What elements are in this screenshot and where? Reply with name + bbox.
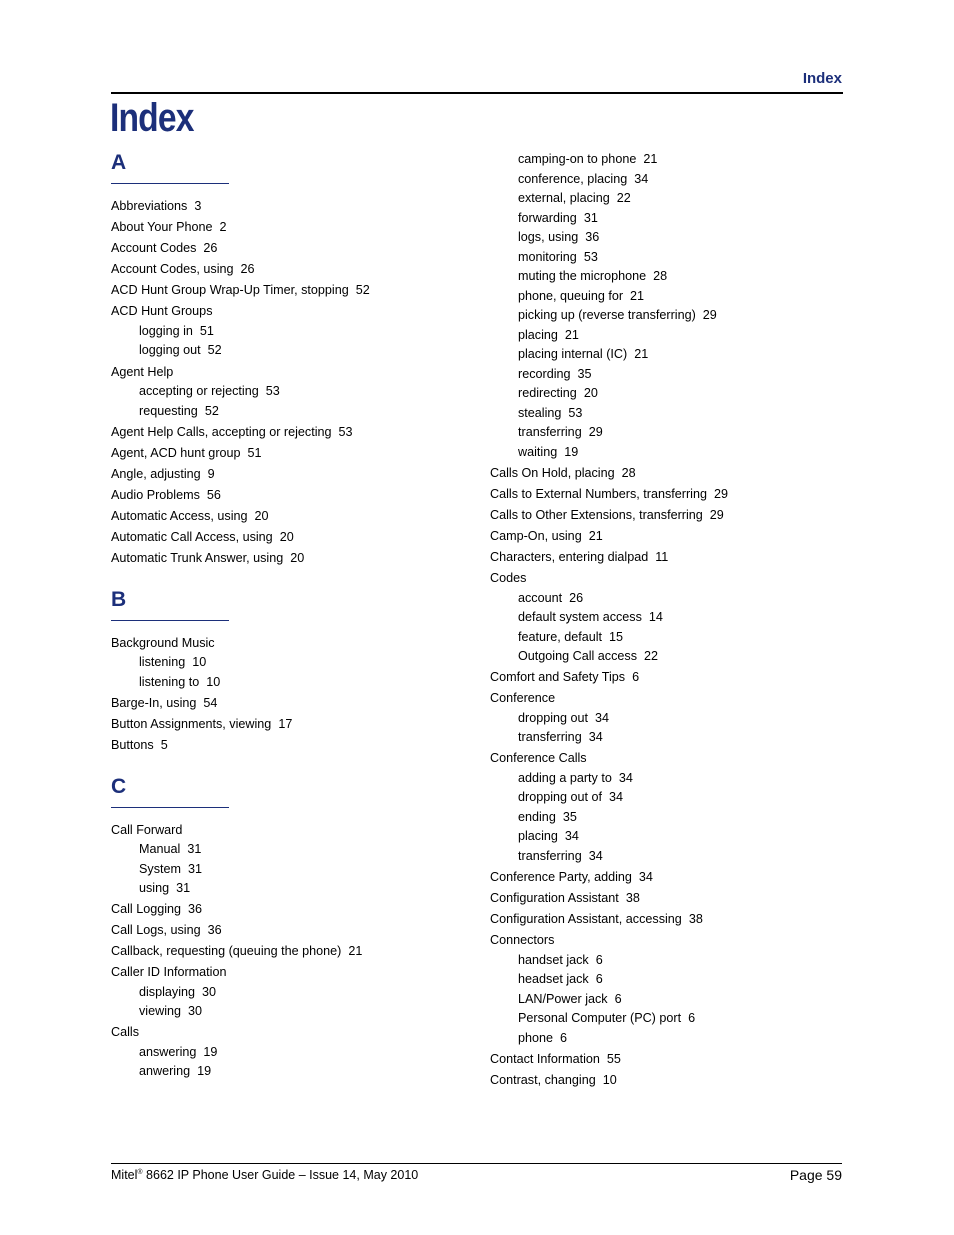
index-page-ref: 6 <box>688 1011 696 1026</box>
index-subentry <box>490 170 850 190</box>
index-page-ref: 6 <box>632 670 640 685</box>
index-term: Manual <box>139 842 181 856</box>
index-subentry <box>490 384 850 404</box>
index-term: recording <box>518 366 571 381</box>
index-term: placing internal (IC) <box>518 347 628 361</box>
index-page-ref: 34 <box>634 171 649 186</box>
index-page-ref: 53 <box>583 249 598 264</box>
index-page-ref: 38 <box>688 912 703 927</box>
index-page-ref: 51 <box>247 445 262 460</box>
index-page-ref: 30 <box>188 1004 203 1019</box>
index-page-ref: 14 <box>648 610 663 625</box>
index-term: System <box>139 861 181 876</box>
index-subentry <box>490 589 850 609</box>
index-term: Agent Help <box>111 364 174 379</box>
index-subentry <box>111 382 471 402</box>
index-page-ref: 34 <box>638 869 653 884</box>
index-term: handset jack <box>518 952 589 967</box>
index-term: default system access <box>518 610 642 625</box>
index-page-ref: 34 <box>609 790 624 805</box>
index-page-ref: 26 <box>203 241 218 256</box>
index-term: viewing <box>139 1004 181 1019</box>
index-entry <box>490 1071 850 1091</box>
index-term: logs, using <box>518 230 579 244</box>
page-title: Index <box>110 96 194 140</box>
index-term: listening <box>139 655 186 670</box>
index-page-ref: 21 <box>643 152 658 166</box>
footer-doc-title <box>111 1168 418 1182</box>
index-page-ref: 3 <box>194 199 202 213</box>
index-entry <box>111 963 471 983</box>
index-page-ref: 21 <box>564 327 579 342</box>
index-page-ref: 31 <box>187 842 202 856</box>
index-subentry <box>490 150 850 170</box>
index-subentry <box>490 189 850 209</box>
index-term: Calls to External Numbers, transferring <box>490 486 707 501</box>
index-term: picking up (reverse transferring) <box>518 308 696 322</box>
footer-title-text: 8662 IP Phone User Guide – Issue 14, May 2010 <box>142 1168 419 1182</box>
index-term: displaying <box>139 984 196 999</box>
index-page-ref: 5 <box>160 738 168 752</box>
index-term: using <box>139 881 170 895</box>
index-page-ref: 21 <box>634 347 649 361</box>
index-entry <box>111 507 471 527</box>
index-page-ref: 17 <box>278 716 293 731</box>
index-term: stealing <box>518 405 562 420</box>
index-entry <box>490 868 850 888</box>
index-entry <box>111 218 471 238</box>
index-entry <box>111 528 471 548</box>
index-page-ref: 9 <box>207 466 215 481</box>
index-entry <box>490 1050 850 1070</box>
index-term: Automatic Call Access, using <box>111 530 273 545</box>
index-term: feature, default <box>518 629 603 644</box>
index-term: Contrast, changing <box>490 1072 596 1087</box>
index-page-ref: 34 <box>564 829 579 844</box>
index-term: listening to <box>139 674 200 689</box>
index-entry <box>490 668 850 688</box>
index-page-ref: 20 <box>254 509 269 524</box>
index-entry <box>111 465 471 485</box>
letter-section <box>111 587 471 756</box>
index-term: transferring <box>518 425 582 439</box>
index-entry <box>111 302 471 322</box>
index-subentry <box>490 990 850 1010</box>
index-subentry <box>111 1062 471 1082</box>
index-term: external, placing <box>518 191 610 205</box>
index-column-left <box>111 150 471 1082</box>
letter-heading: B <box>111 587 229 621</box>
index-entry <box>111 736 471 756</box>
index-subentry <box>111 879 471 899</box>
index-term: Calls to Other Extensions, transferring <box>490 507 703 522</box>
index-subentry <box>490 608 850 628</box>
index-subentry <box>490 951 850 971</box>
index-subentry <box>111 983 471 1003</box>
index-page-ref: 15 <box>609 629 624 644</box>
index-term: muting the microphone <box>518 269 647 283</box>
index-page-ref: 34 <box>588 730 603 745</box>
index-page-ref: 31 <box>583 210 598 225</box>
index-term: Outgoing Call access <box>518 649 638 664</box>
index-page-ref: 34 <box>595 710 610 725</box>
footer-brand: Mitel <box>111 1168 138 1182</box>
index-page-ref: 51 <box>199 323 214 338</box>
letter-heading: A <box>111 150 229 184</box>
index-term: Calls <box>111 1025 139 1040</box>
index-term: Calls On Hold, placing <box>490 465 615 480</box>
index-subentry <box>490 827 850 847</box>
running-header: Index <box>802 70 842 87</box>
index-term: logging in <box>139 323 193 338</box>
index-page-ref: 6 <box>614 991 622 1006</box>
index-page-ref: 22 <box>616 191 631 205</box>
index-page-ref: 28 <box>621 465 636 480</box>
index-page-ref: 29 <box>709 507 724 522</box>
index-subentry <box>111 860 471 880</box>
registered-mark: ® <box>137 1168 143 1176</box>
index-term: adding a party to <box>518 770 612 785</box>
index-term: redirecting <box>518 386 577 400</box>
header-rule <box>111 92 843 94</box>
index-page-ref: 11 <box>655 549 669 564</box>
index-page-ref: 34 <box>618 770 633 785</box>
index-term: Call Logs, using <box>111 923 201 938</box>
index-page-ref: 20 <box>583 386 598 400</box>
index-term: Abbreviations <box>111 199 188 213</box>
index-subentry <box>490 769 850 789</box>
index-term: Buttons <box>111 738 154 752</box>
index-entry <box>111 423 471 443</box>
index-entry <box>111 281 471 301</box>
index-column-right <box>490 150 850 1090</box>
index-page-ref: 29 <box>713 486 728 501</box>
index-page-ref: 36 <box>188 902 203 917</box>
index-term: Barge-In, using <box>111 695 197 710</box>
index-page-ref: 52 <box>355 283 370 298</box>
index-entry <box>111 486 471 506</box>
index-subentry <box>490 1009 850 1029</box>
index-term: Camp-On, using <box>490 528 582 543</box>
index-page-ref: 52 <box>204 403 219 418</box>
index-term: Characters, entering dialpad <box>490 549 649 564</box>
index-subentry <box>490 404 850 424</box>
index-term: Background Music <box>111 635 215 650</box>
index-page-ref: 10 <box>602 1072 617 1087</box>
index-page-ref: 30 <box>202 984 217 999</box>
index-term: Configuration Assistant <box>490 891 619 906</box>
index-page-ref: 38 <box>625 891 640 906</box>
footer-rule <box>111 1163 842 1164</box>
index-entry <box>111 444 471 464</box>
index-page-ref: 53 <box>265 384 280 399</box>
index-term: ACD Hunt Group Wrap-Up Timer, stopping <box>111 283 349 298</box>
index-subentry <box>490 326 850 346</box>
index-page-ref: 21 <box>630 288 645 303</box>
index-entry <box>111 942 471 962</box>
index-entry <box>490 931 850 951</box>
index-term: account <box>518 590 563 605</box>
index-term: logging out <box>139 343 201 358</box>
index-entry <box>490 689 850 709</box>
index-term: placing <box>518 327 558 342</box>
index-entry <box>111 715 471 735</box>
index-entry <box>111 921 471 941</box>
index-term: dropping out <box>518 710 589 725</box>
index-subentry <box>490 228 850 248</box>
index-subentry <box>490 345 850 365</box>
index-term: requesting <box>139 403 198 418</box>
index-term: Codes <box>490 571 527 586</box>
index-term: ending <box>518 809 556 824</box>
index-subentry <box>490 306 850 326</box>
index-term: transferring <box>518 848 582 863</box>
index-page-ref: 53 <box>338 424 353 439</box>
letter-section <box>111 774 471 1082</box>
index-page-ref: 6 <box>560 1030 568 1045</box>
index-subentry <box>490 287 850 307</box>
index-entry <box>490 910 850 930</box>
index-subentry <box>111 673 471 693</box>
letter-section <box>111 150 471 569</box>
index-term: Account Codes, using <box>111 262 234 277</box>
index-page-ref: 54 <box>203 695 218 710</box>
index-term: Configuration Assistant, accessing <box>490 912 682 927</box>
index-entry <box>111 239 471 259</box>
index-page-ref: 29 <box>588 425 603 439</box>
index-term: transferring <box>518 730 582 745</box>
index-subentry <box>111 1043 471 1063</box>
index-entry <box>490 464 850 484</box>
page-number: Page 59 <box>789 1167 842 1183</box>
index-term: anwering <box>139 1064 191 1079</box>
index-entry <box>111 260 471 280</box>
index-subentry <box>490 709 850 729</box>
index-term: Conference Calls <box>490 751 587 766</box>
letter-heading: C <box>111 774 229 808</box>
index-page-ref: 10 <box>192 655 207 670</box>
index-page-ref: 28 <box>653 269 668 283</box>
index-term: accepting or rejecting <box>139 384 259 399</box>
index-term: Angle, adjusting <box>111 466 201 481</box>
index-entry <box>490 749 850 769</box>
index-entry <box>490 527 850 547</box>
index-term: dropping out of <box>518 790 603 805</box>
index-term: Agent Help Calls, accepting or rejecting <box>111 424 332 439</box>
index-page-ref: 19 <box>203 1044 218 1059</box>
index-page-ref: 21 <box>588 528 603 543</box>
index-subentry <box>490 847 850 867</box>
index-subentry <box>111 402 471 422</box>
index-term: LAN/Power jack <box>518 991 608 1006</box>
index-term: Audio Problems <box>111 487 200 502</box>
index-term: phone <box>518 1030 554 1045</box>
index-term: Personal Computer (PC) port <box>518 1011 682 1026</box>
index-entry <box>111 363 471 383</box>
index-subentry <box>111 653 471 673</box>
index-page-ref: 6 <box>595 972 603 987</box>
index-subentry <box>490 209 850 229</box>
index-page-ref: 26 <box>240 262 255 277</box>
index-term: Call Forward <box>111 822 183 837</box>
index-term: Agent, ACD hunt group <box>111 445 241 460</box>
index-page-ref: 52 <box>207 343 222 358</box>
index-subentry <box>490 423 850 443</box>
index-subentry <box>490 248 850 268</box>
index-page-ref: 36 <box>585 230 600 244</box>
index-page-ref: 26 <box>569 590 584 605</box>
index-subentry <box>111 1002 471 1022</box>
index-page-ref: 35 <box>577 366 592 381</box>
index-entry <box>111 197 471 217</box>
index-entry <box>111 900 471 920</box>
index-subentry <box>111 322 471 342</box>
index-subentry <box>111 840 471 860</box>
index-term: phone, queuing for <box>518 288 624 303</box>
index-page-ref: 53 <box>568 405 583 420</box>
index-term: monitoring <box>518 249 577 264</box>
index-page-ref: 19 <box>564 444 579 459</box>
index-term: ACD Hunt Groups <box>111 304 213 319</box>
index-page-ref: 56 <box>206 487 221 502</box>
index-subentry <box>490 970 850 990</box>
index-entry <box>490 506 850 526</box>
index-entry <box>111 694 471 714</box>
index-subentry <box>490 647 850 667</box>
index-subentry <box>490 365 850 385</box>
index-term: Contact Information <box>490 1051 600 1066</box>
index-term: Automatic Access, using <box>111 509 248 524</box>
index-page-ref: 55 <box>606 1051 621 1066</box>
index-page-ref: 21 <box>348 944 363 959</box>
index-term: About Your Phone <box>111 220 213 235</box>
index-term: Button Assignments, viewing <box>111 716 272 731</box>
index-page-ref: 31 <box>176 881 191 895</box>
index-term: Account Codes <box>111 241 197 256</box>
index-subentry <box>490 628 850 648</box>
index-term: Conference <box>490 691 556 706</box>
index-page-ref: 10 <box>206 674 221 689</box>
index-subentry <box>490 1029 850 1049</box>
index-term: camping-on to phone <box>518 152 637 166</box>
index-term: headset jack <box>518 972 589 987</box>
index-subentry <box>490 443 850 463</box>
index-term: Connectors <box>490 933 555 948</box>
index-entry <box>490 485 850 505</box>
index-entry <box>111 1023 471 1043</box>
index-subentry <box>490 788 850 808</box>
index-term: waiting <box>518 444 558 459</box>
index-entry <box>111 634 471 654</box>
index-subentry <box>111 341 471 361</box>
index-page-ref: 34 <box>588 848 603 863</box>
index-entry <box>490 548 850 568</box>
index-page-ref: 22 <box>644 649 659 664</box>
index-page-ref: 35 <box>562 809 577 824</box>
index-page-ref: 6 <box>595 952 603 967</box>
index-entry <box>490 889 850 909</box>
index-term: conference, placing <box>518 171 628 186</box>
index-page-ref: 20 <box>290 551 305 566</box>
index-entry <box>111 549 471 569</box>
index-term: Conference Party, adding <box>490 869 632 884</box>
index-term: Caller ID Information <box>111 965 227 980</box>
index-subentry <box>490 728 850 748</box>
index-subentry <box>490 267 850 287</box>
index-page-ref: 31 <box>188 861 203 876</box>
index-entry <box>111 821 471 841</box>
index-page-ref: 20 <box>279 530 294 545</box>
index-term: forwarding <box>518 210 577 225</box>
index-term: Automatic Trunk Answer, using <box>111 551 284 566</box>
index-term: Call Logging <box>111 902 182 917</box>
index-term: Comfort and Safety Tips <box>490 670 626 685</box>
index-subentry <box>490 808 850 828</box>
index-page-ref: 29 <box>702 308 717 322</box>
index-term: answering <box>139 1044 197 1059</box>
index-page-ref: 36 <box>207 923 222 938</box>
index-entry <box>490 569 850 589</box>
index-page-ref: 2 <box>219 220 227 235</box>
index-term: placing <box>518 829 558 844</box>
index-page-ref: 19 <box>197 1064 212 1079</box>
index-term: Callback, requesting (queuing the phone) <box>111 944 342 959</box>
